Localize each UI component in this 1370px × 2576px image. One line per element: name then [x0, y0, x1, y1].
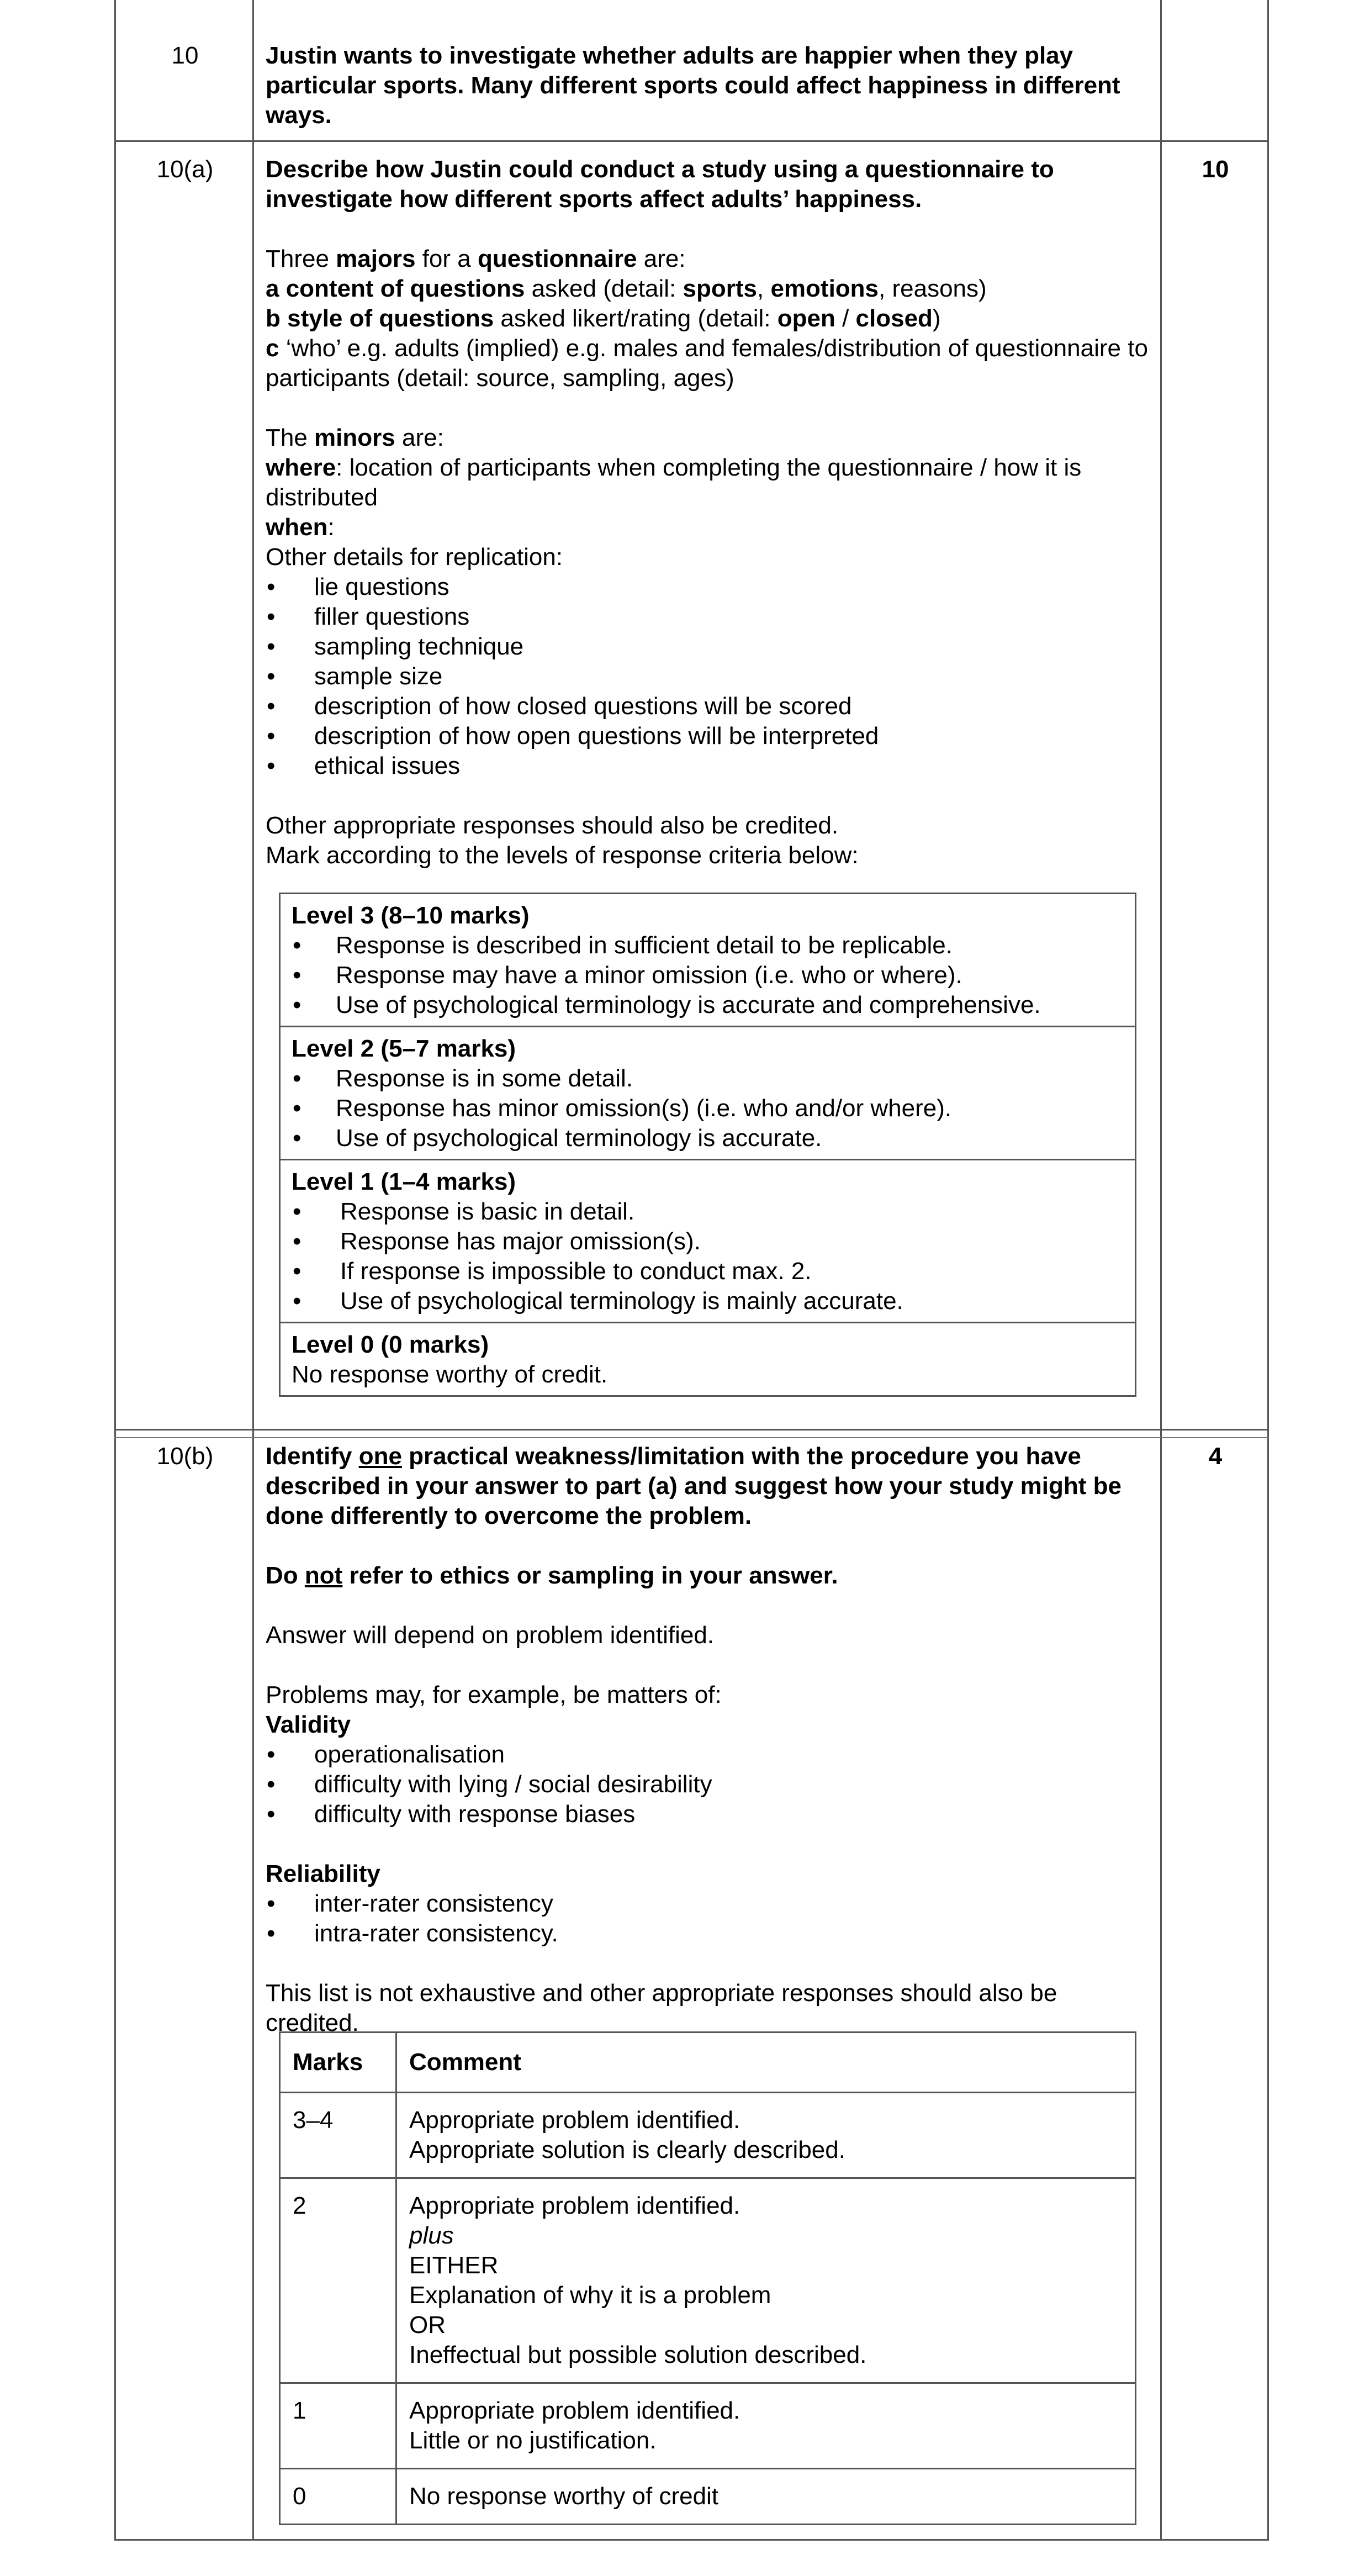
- row-divider-10b-double: [114, 1437, 1269, 1438]
- level-1-box: [281, 1160, 1135, 1323]
- level-text: No response worthy of credit.: [292, 1361, 608, 1388]
- level-3-box: [281, 894, 1135, 1027]
- comment-cell: Appropriate problem identified. Little or no justification.: [396, 2383, 1136, 2469]
- marks-10a: 10: [1202, 156, 1229, 183]
- list-item: • description of how closed questions will be scored: [266, 691, 1149, 721]
- validity-list: [266, 1740, 1149, 1829]
- comment-cell: No response worthy of credit: [396, 2469, 1136, 2525]
- marks-column-header: Marks: [280, 2033, 396, 2093]
- list-item: • difficulty with lying / social desirability: [266, 1770, 1149, 1799]
- marks-cell: 1: [280, 2383, 396, 2469]
- details-list: [266, 572, 1149, 781]
- row-divider-10a: [114, 140, 1269, 142]
- question-number-10: 10: [171, 42, 199, 69]
- answer-dependency-note: Answer will depend on problem identified.: [266, 1622, 715, 1649]
- question-10b-content: [266, 1442, 1149, 2038]
- list-item: • Response has major omission(s).: [292, 1227, 1124, 1257]
- comment-cell: Appropriate problem identified. plus EITHER Explanation of why it is a problem OR Ineffectual but possible solution described.: [396, 2178, 1136, 2383]
- problems-intro: Problems may, for example, be matters of:: [266, 1681, 722, 1708]
- list-item: • operationalisation: [266, 1740, 1149, 1770]
- comment-cell: Appropriate problem identified. Appropriate solution is clearly described.: [396, 2093, 1136, 2178]
- table-row: [280, 2469, 1136, 2525]
- question-number-10a: 10(a): [156, 156, 214, 183]
- validity-heading: Validity: [266, 1711, 351, 1738]
- marks-table: [279, 2031, 1136, 2525]
- list-item: • If response is impossible to conduct max. 2.: [292, 1257, 1124, 1286]
- list-item: • intra-rater consistency.: [266, 1919, 1149, 1949]
- table-column-divider-1: [252, 0, 254, 2541]
- list-item: • Response is described in sufficient detail to be replicable.: [292, 931, 1124, 960]
- levels-of-response-table: [279, 893, 1136, 1397]
- list-item: • ethical issues: [266, 751, 1149, 781]
- mark-note: Mark according to the levels of response criteria below:: [266, 842, 859, 869]
- list-item: • sampling technique: [266, 632, 1149, 662]
- major-c: c ‘who’ e.g. adults (implied) e.g. males and females/distribution of questionnaire to participants (detail: source, sampling, ages): [266, 335, 1148, 392]
- list-item: • lie questions: [266, 572, 1149, 602]
- reliability-heading: Reliability: [266, 1860, 380, 1887]
- table-border-right: [1267, 0, 1269, 2541]
- row-divider-10b-top: [114, 1429, 1269, 1430]
- level-title: Level 2 (5–7 marks): [292, 1035, 516, 1062]
- level-title: Level 1 (1–4 marks): [292, 1168, 516, 1195]
- marks-cell: 3–4: [280, 2093, 396, 2178]
- other-details-heading: Other details for replication:: [266, 543, 563, 571]
- minor-when: when:: [266, 514, 335, 541]
- credit-note: Other appropriate responses should also be credited.: [266, 812, 839, 839]
- marks-cell: 0: [280, 2469, 396, 2525]
- question-10b-text: Identify one practical weakness/limitation with the procedure you have described in your answer to part (a) and suggest how your study might be done differently to overcome the problem.: [266, 1443, 1122, 1529]
- list-item: • Response has minor omission(s) (i.e. who and/or where).: [292, 1094, 1124, 1123]
- list-item: • inter-rater consistency: [266, 1889, 1149, 1919]
- reliability-list: [266, 1889, 1149, 1949]
- question-number-10b: 10(b): [156, 1443, 214, 1470]
- majors-intro: Three majors for a questionnaire are:: [266, 245, 686, 272]
- list-item: • Use of psychological terminology is mainly accurate.: [292, 1286, 1124, 1316]
- major-a: a content of questions asked (detail: sports, emotions, reasons): [266, 275, 987, 302]
- table-column-divider-2: [1160, 0, 1162, 2541]
- list-item: • Use of psychological terminology is accurate.: [292, 1123, 1124, 1153]
- list-item: • difficulty with response biases: [266, 1799, 1149, 1829]
- question-10a-text: Describe how Justin could conduct a study using a questionnaire to investigate how different sports affect adults’ happiness.: [266, 156, 1054, 213]
- level-2-box: [281, 1027, 1135, 1160]
- list-item: • Response is in some detail.: [292, 1064, 1124, 1094]
- comment-column-header: Comment: [396, 2033, 1136, 2093]
- question-10b-instruction: Do not refer to ethics or sampling in your answer.: [266, 1562, 838, 1589]
- list-item: • filler questions: [266, 602, 1149, 632]
- table-header-row: [280, 2033, 1136, 2093]
- table-row: [280, 2178, 1136, 2383]
- list-item: • Response is basic in detail.: [292, 1197, 1124, 1227]
- level-title: Level 0 (0 marks): [292, 1331, 489, 1358]
- major-b: b style of questions asked likert/rating (detail: open / closed): [266, 305, 941, 332]
- question-10a-content: [266, 155, 1149, 870]
- level-title: Level 3 (8–10 marks): [292, 902, 530, 929]
- marks-cell: 2: [280, 2178, 396, 2383]
- table-border-left: [114, 0, 116, 2541]
- minors-intro: The minors are:: [266, 424, 444, 451]
- level-0-box: [281, 1323, 1135, 1395]
- minor-where: where: location of participants when completing the questionnaire / how it is distributed: [266, 454, 1082, 511]
- table-row: [280, 2383, 1136, 2469]
- list-item: • sample size: [266, 662, 1149, 691]
- table-border-bottom: [114, 2539, 1269, 2541]
- list-item: • Response may have a minor omission (i.e. who or where).: [292, 960, 1124, 990]
- table-row: [280, 2093, 1136, 2178]
- question-10-stem: Justin wants to investigate whether adults are happier when they play particular sports. Many different sports could affect happiness in different ways.: [266, 42, 1120, 129]
- list-item: • Use of psychological terminology is accurate and comprehensive.: [292, 990, 1124, 1020]
- list-not-exhaustive-note: This list is not exhaustive and other appropriate responses should also be credited.: [266, 1979, 1057, 2036]
- marks-10b: 4: [1208, 1443, 1223, 1470]
- list-item: • description of how open questions will be interpreted: [266, 721, 1149, 751]
